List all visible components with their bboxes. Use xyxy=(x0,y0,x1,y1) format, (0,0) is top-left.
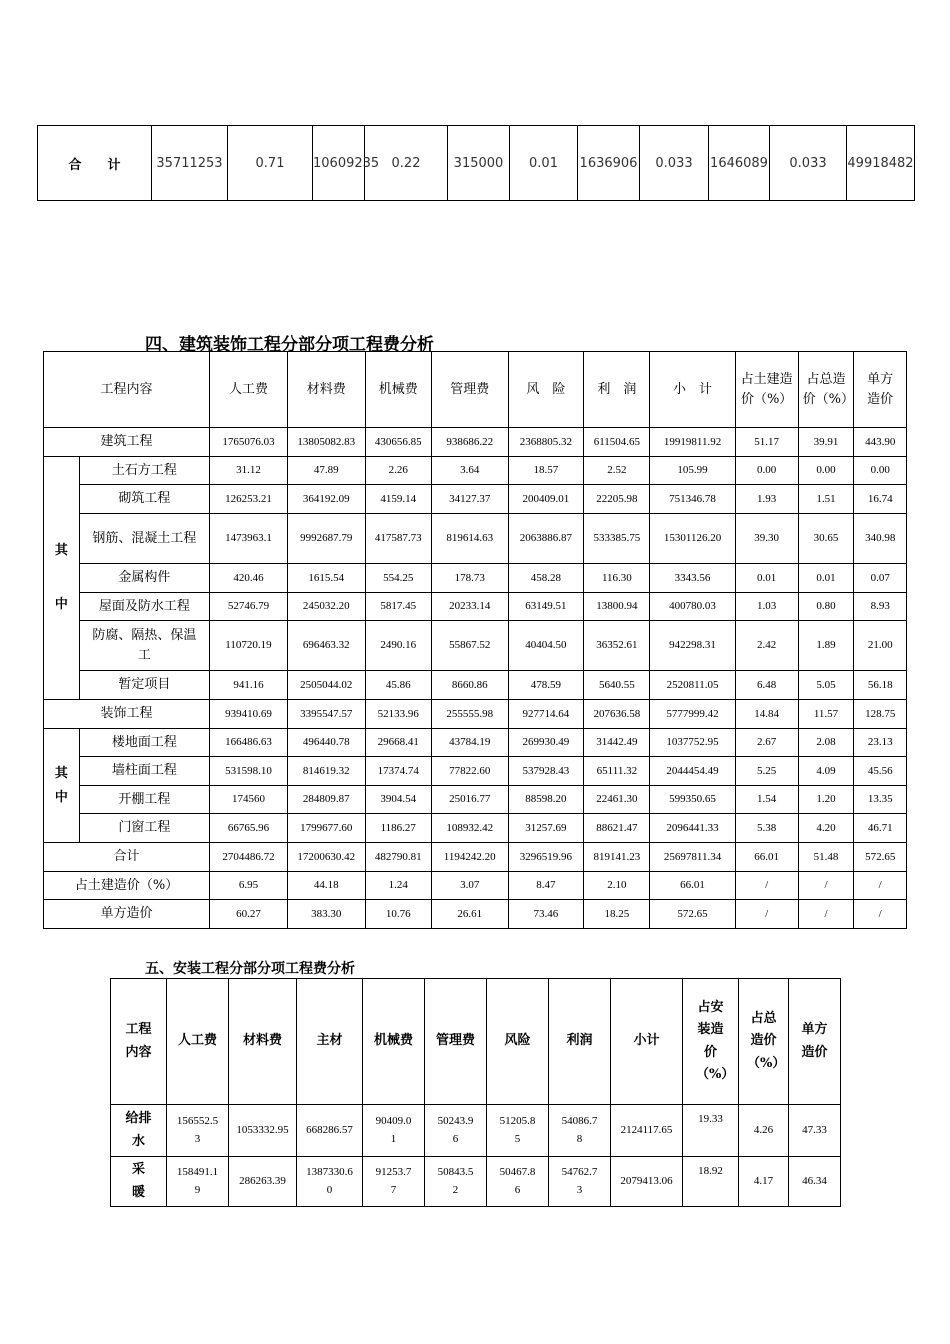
cell: 340.98 xyxy=(854,514,907,564)
cell: 2044454.49 xyxy=(650,757,735,786)
total-cell: 10609235 xyxy=(313,126,365,201)
row-label: 占土建造价（%） xyxy=(44,872,210,900)
cell: 8.93 xyxy=(854,593,907,621)
cell: 22205.98 xyxy=(584,485,650,514)
cell: 1615.54 xyxy=(287,564,365,593)
cell: 5817.45 xyxy=(365,593,431,621)
cell: 3904.54 xyxy=(365,786,431,814)
cell: 19919811.92 xyxy=(650,428,735,457)
cell: 23.13 xyxy=(854,729,907,757)
total-cell: 35711253 xyxy=(152,126,228,201)
cell: 52133.96 xyxy=(365,700,431,729)
cell: 3395547.57 xyxy=(287,700,365,729)
table-row xyxy=(44,700,907,729)
cell: 1194242.20 xyxy=(431,843,508,872)
cell: 1.93 xyxy=(735,485,798,514)
cell: 2704486.72 xyxy=(210,843,288,872)
cell: 927714.64 xyxy=(508,700,584,729)
cell: / xyxy=(854,900,907,929)
table-row xyxy=(44,514,907,564)
total-cell: 0.033 xyxy=(640,126,709,201)
cell: 13800.94 xyxy=(584,593,650,621)
cell: 45.86 xyxy=(365,671,431,700)
cell: 88621.47 xyxy=(584,814,650,843)
qizhong-char-2: 中 xyxy=(54,789,68,805)
cell: 0.07 xyxy=(854,564,907,593)
cell: 17374.74 xyxy=(365,757,431,786)
qizhong-label xyxy=(44,457,80,700)
cell: 245032.20 xyxy=(287,593,365,621)
cell: 45.56 xyxy=(854,757,907,786)
cell: 1053332.95 xyxy=(229,1105,297,1157)
cell: 2.52 xyxy=(584,457,650,485)
cell: 1473963.1 xyxy=(210,514,288,564)
cell: 17200630.42 xyxy=(287,843,365,872)
cell: / xyxy=(798,872,854,900)
cell: 50243.96 xyxy=(425,1105,487,1157)
cell: 11.57 xyxy=(798,700,854,729)
table-row xyxy=(44,428,907,457)
cell: 938686.22 xyxy=(431,428,508,457)
header-risk: 风 险 xyxy=(508,352,584,428)
cell: 458.28 xyxy=(508,564,584,593)
cell: 814619.32 xyxy=(287,757,365,786)
row-label: 金属构件 xyxy=(79,564,209,593)
cell: 1.24 xyxy=(365,872,431,900)
cell: 31.12 xyxy=(210,457,288,485)
cell: 73.46 xyxy=(508,900,584,929)
cell: 4159.14 xyxy=(365,485,431,514)
cell: 63149.51 xyxy=(508,593,584,621)
cell: 13.35 xyxy=(854,786,907,814)
cell: 77822.60 xyxy=(431,757,508,786)
cell: 34127.37 xyxy=(431,485,508,514)
cell: 2520811.05 xyxy=(650,671,735,700)
cell: 533385.75 xyxy=(584,514,650,564)
cell: 5.25 xyxy=(735,757,798,786)
cell: 751346.78 xyxy=(650,485,735,514)
cell: 400780.03 xyxy=(650,593,735,621)
cell: 5640.55 xyxy=(584,671,650,700)
section-5-title: 五、安装工程分部分项工程费分析 xyxy=(145,961,355,977)
cell: 0.01 xyxy=(798,564,854,593)
row-label: 开棚工程 xyxy=(79,786,209,814)
cell: 1.89 xyxy=(798,621,854,671)
cell: 156552.53 xyxy=(167,1105,229,1157)
header-subtotal: 小计 xyxy=(611,979,683,1105)
cell: 482790.81 xyxy=(365,843,431,872)
row-label: 防腐、隔热、保温工 xyxy=(79,621,209,671)
row-label: 建筑工程 xyxy=(44,428,210,457)
cell: 0.00 xyxy=(798,457,854,485)
cell: 2096441.33 xyxy=(650,814,735,843)
cell: 1387330.60 xyxy=(297,1157,363,1207)
cell: 46.34 xyxy=(789,1157,841,1207)
cell: 47.33 xyxy=(789,1105,841,1157)
cell: 496440.78 xyxy=(287,729,365,757)
cell: 66765.96 xyxy=(210,814,288,843)
cell: 18.57 xyxy=(508,457,584,485)
cell: 13805082.83 xyxy=(287,428,365,457)
cell: 9992687.79 xyxy=(287,514,365,564)
installation-cost-table xyxy=(110,978,841,1207)
cell: 531598.10 xyxy=(210,757,288,786)
cell: 537928.43 xyxy=(508,757,584,786)
header-row xyxy=(111,979,841,1105)
table-row xyxy=(44,621,907,671)
cell: 88598.20 xyxy=(508,786,584,814)
cell: 174560 xyxy=(210,786,288,814)
cell: 22461.30 xyxy=(584,786,650,814)
cell: / xyxy=(854,872,907,900)
row-label: 合计 xyxy=(44,843,210,872)
cell: 39.91 xyxy=(798,428,854,457)
row-label: 钢筋、混凝土工程 xyxy=(79,514,209,564)
header-profit: 利 润 xyxy=(584,352,650,428)
header-install-pct: 占安装造价（%） xyxy=(683,979,739,1105)
header-material: 材料费 xyxy=(287,352,365,428)
cell: 51.17 xyxy=(735,428,798,457)
cell: 443.90 xyxy=(854,428,907,457)
header-subtotal: 小 计 xyxy=(650,352,735,428)
cell: 3296519.96 xyxy=(508,843,584,872)
cell: 91253.77 xyxy=(363,1157,425,1207)
cell: 4.09 xyxy=(798,757,854,786)
cell: 51.48 xyxy=(798,843,854,872)
cell: 18.92 xyxy=(683,1157,739,1207)
cell: 105.99 xyxy=(650,457,735,485)
cell: 554.25 xyxy=(365,564,431,593)
cell: 2124117.65 xyxy=(611,1105,683,1157)
cell: 1799677.60 xyxy=(287,814,365,843)
cell: 16.74 xyxy=(854,485,907,514)
cell: 668286.57 xyxy=(297,1105,363,1157)
cell: 26.61 xyxy=(431,900,508,929)
cell: 36352.61 xyxy=(584,621,650,671)
cell: 420.46 xyxy=(210,564,288,593)
header-unit-price: 单方造价 xyxy=(789,979,841,1105)
cell: 430656.85 xyxy=(365,428,431,457)
row-label: 单方造价 xyxy=(44,900,210,929)
table-row xyxy=(44,564,907,593)
cell: 286263.39 xyxy=(229,1157,297,1207)
cell: 2.10 xyxy=(584,872,650,900)
cell: 21.00 xyxy=(854,621,907,671)
cell: 2.08 xyxy=(798,729,854,757)
header-civil-pct: 占土建造价（%） xyxy=(735,352,798,428)
cell: 2505044.02 xyxy=(287,671,365,700)
cell: 51205.85 xyxy=(487,1105,549,1157)
table-row xyxy=(44,872,907,900)
cell: 110720.19 xyxy=(210,621,288,671)
cell: 819141.23 xyxy=(584,843,650,872)
cell: 1186.27 xyxy=(365,814,431,843)
total-cell: 0.033 xyxy=(770,126,847,201)
cell: 60.27 xyxy=(210,900,288,929)
cell: 18.25 xyxy=(584,900,650,929)
summary-total-table xyxy=(37,125,915,201)
cell: 269930.49 xyxy=(508,729,584,757)
cell: 15301126.20 xyxy=(650,514,735,564)
cell: / xyxy=(735,900,798,929)
cell: 31442.49 xyxy=(584,729,650,757)
cell: 5777999.42 xyxy=(650,700,735,729)
cell: 4.20 xyxy=(798,814,854,843)
cell: 46.71 xyxy=(854,814,907,843)
total-cell: 0.01 xyxy=(510,126,578,201)
table-row xyxy=(44,757,907,786)
row-label: 门窗工程 xyxy=(79,814,209,843)
cell: 1.20 xyxy=(798,786,854,814)
cell: 478.59 xyxy=(508,671,584,700)
header-machine: 机械费 xyxy=(363,979,425,1105)
cell: 2079413.06 xyxy=(611,1157,683,1207)
header-profit: 利润 xyxy=(549,979,611,1105)
total-cell: 1636906 xyxy=(578,126,640,201)
header-unit-price: 单方造价 xyxy=(854,352,907,428)
total-cell: 0.71 xyxy=(228,126,313,201)
cell: 54762.73 xyxy=(549,1157,611,1207)
cell: 1.54 xyxy=(735,786,798,814)
cell: 25697811.34 xyxy=(650,843,735,872)
header-labor: 人工费 xyxy=(167,979,229,1105)
table-row xyxy=(44,593,907,621)
cell: 4.17 xyxy=(739,1157,789,1207)
header-content: 工程内容 xyxy=(44,352,210,428)
cell: 1.51 xyxy=(798,485,854,514)
cell: 39.30 xyxy=(735,514,798,564)
table-row xyxy=(44,900,907,929)
header-total-pct: 占总造价（%） xyxy=(798,352,854,428)
header-labor: 人工费 xyxy=(210,352,288,428)
total-cell: 49918482 xyxy=(847,126,915,201)
cell: 939410.69 xyxy=(210,700,288,729)
cell: 5.38 xyxy=(735,814,798,843)
cell: 30.65 xyxy=(798,514,854,564)
row-label: 墙柱面工程 xyxy=(79,757,209,786)
cell: 696463.32 xyxy=(287,621,365,671)
total-row xyxy=(38,126,915,201)
header-total-pct: 占总造价（%） xyxy=(739,979,789,1105)
cell: 3.07 xyxy=(431,872,508,900)
qizhong-char-1: 其 xyxy=(54,766,68,782)
cell: 4.26 xyxy=(739,1105,789,1157)
table-row xyxy=(44,729,907,757)
cell: / xyxy=(735,872,798,900)
total-cell: 0.22 xyxy=(365,126,448,201)
cell: 90409.01 xyxy=(363,1105,425,1157)
cell: 50843.52 xyxy=(425,1157,487,1207)
cell: 8.47 xyxy=(508,872,584,900)
cell: 20233.14 xyxy=(431,593,508,621)
cell: 158491.19 xyxy=(167,1157,229,1207)
header-row xyxy=(44,352,907,428)
cell: 108932.42 xyxy=(431,814,508,843)
cell: 66.01 xyxy=(735,843,798,872)
cell: 0.80 xyxy=(798,593,854,621)
section-4-title: 四、建筑装饰工程分部分项工程费分析 xyxy=(145,335,434,355)
cell: 66.01 xyxy=(650,872,735,900)
cell: 2.26 xyxy=(365,457,431,485)
cell: 2063886.87 xyxy=(508,514,584,564)
total-cell: 315000 xyxy=(448,126,510,201)
building-decoration-cost-table xyxy=(43,351,907,929)
cell: 116.30 xyxy=(584,564,650,593)
cell: 128.75 xyxy=(854,700,907,729)
cell: 2490.16 xyxy=(365,621,431,671)
header-management: 管理费 xyxy=(431,352,508,428)
header-management: 管理费 xyxy=(425,979,487,1105)
cell: 0.00 xyxy=(854,457,907,485)
total-cell: 1646089 xyxy=(709,126,770,201)
cell: 126253.21 xyxy=(210,485,288,514)
cell: 572.65 xyxy=(650,900,735,929)
cell: 611504.65 xyxy=(584,428,650,457)
cell: 178.73 xyxy=(431,564,508,593)
table-row xyxy=(44,671,907,700)
cell: 2368805.32 xyxy=(508,428,584,457)
cell: 0.01 xyxy=(735,564,798,593)
cell: 43784.19 xyxy=(431,729,508,757)
row-label: 砌筑工程 xyxy=(79,485,209,514)
qizhong-label xyxy=(44,729,80,843)
cell: 50467.86 xyxy=(487,1157,549,1207)
cell: 941.16 xyxy=(210,671,288,700)
header-risk: 风险 xyxy=(487,979,549,1105)
cell: / xyxy=(798,900,854,929)
cell: 31257.69 xyxy=(508,814,584,843)
row-label: 楼地面工程 xyxy=(79,729,209,757)
cell: 2.67 xyxy=(735,729,798,757)
cell: 65111.32 xyxy=(584,757,650,786)
header-content: 工程内容 xyxy=(111,979,167,1105)
cell: 52746.79 xyxy=(210,593,288,621)
cell: 8660.86 xyxy=(431,671,508,700)
cell: 0.00 xyxy=(735,457,798,485)
header-machine: 机械费 xyxy=(365,352,431,428)
cell: 207636.58 xyxy=(584,700,650,729)
cell: 14.84 xyxy=(735,700,798,729)
cell: 383.30 xyxy=(287,900,365,929)
cell: 19.33 xyxy=(683,1105,739,1157)
row-label: 装饰工程 xyxy=(44,700,210,729)
table-row xyxy=(44,786,907,814)
cell: 942298.31 xyxy=(650,621,735,671)
cell: 3.64 xyxy=(431,457,508,485)
header-material: 材料费 xyxy=(229,979,297,1105)
cell: 417587.73 xyxy=(365,514,431,564)
cell: 54086.78 xyxy=(549,1105,611,1157)
cell: 819614.63 xyxy=(431,514,508,564)
cell: 1.03 xyxy=(735,593,798,621)
table-row xyxy=(111,1105,841,1157)
qizhong-char-2: 中 xyxy=(54,597,68,613)
cell: 10.76 xyxy=(365,900,431,929)
cell: 1765076.03 xyxy=(210,428,288,457)
cell: 284809.87 xyxy=(287,786,365,814)
table-row xyxy=(44,485,907,514)
cell: 364192.09 xyxy=(287,485,365,514)
cell: 166486.63 xyxy=(210,729,288,757)
cell: 255555.98 xyxy=(431,700,508,729)
table-row xyxy=(44,843,907,872)
table-row xyxy=(44,814,907,843)
cell: 25016.77 xyxy=(431,786,508,814)
cell: 44.18 xyxy=(287,872,365,900)
cell: 200409.01 xyxy=(508,485,584,514)
cell: 6.48 xyxy=(735,671,798,700)
cell: 3343.56 xyxy=(650,564,735,593)
row-label: 给排水 xyxy=(111,1105,167,1157)
cell: 6.95 xyxy=(210,872,288,900)
qizhong-char-1: 其 xyxy=(54,542,68,558)
row-label: 采暖 xyxy=(111,1157,167,1207)
cell: 55867.52 xyxy=(431,621,508,671)
cell: 599350.65 xyxy=(650,786,735,814)
cell: 40404.50 xyxy=(508,621,584,671)
table-row xyxy=(111,1157,841,1207)
cell: 29668.41 xyxy=(365,729,431,757)
cell: 2.42 xyxy=(735,621,798,671)
total-label: 合 计 xyxy=(38,126,152,201)
cell: 1037752.95 xyxy=(650,729,735,757)
cell: 5.05 xyxy=(798,671,854,700)
cell: 572.65 xyxy=(854,843,907,872)
cell: 56.18 xyxy=(854,671,907,700)
row-label: 暂定项目 xyxy=(79,671,209,700)
table-row xyxy=(44,457,907,485)
row-label: 土石方工程 xyxy=(79,457,209,485)
header-main-material: 主材 xyxy=(297,979,363,1105)
cell: 47.89 xyxy=(287,457,365,485)
row-label: 屋面及防水工程 xyxy=(79,593,209,621)
